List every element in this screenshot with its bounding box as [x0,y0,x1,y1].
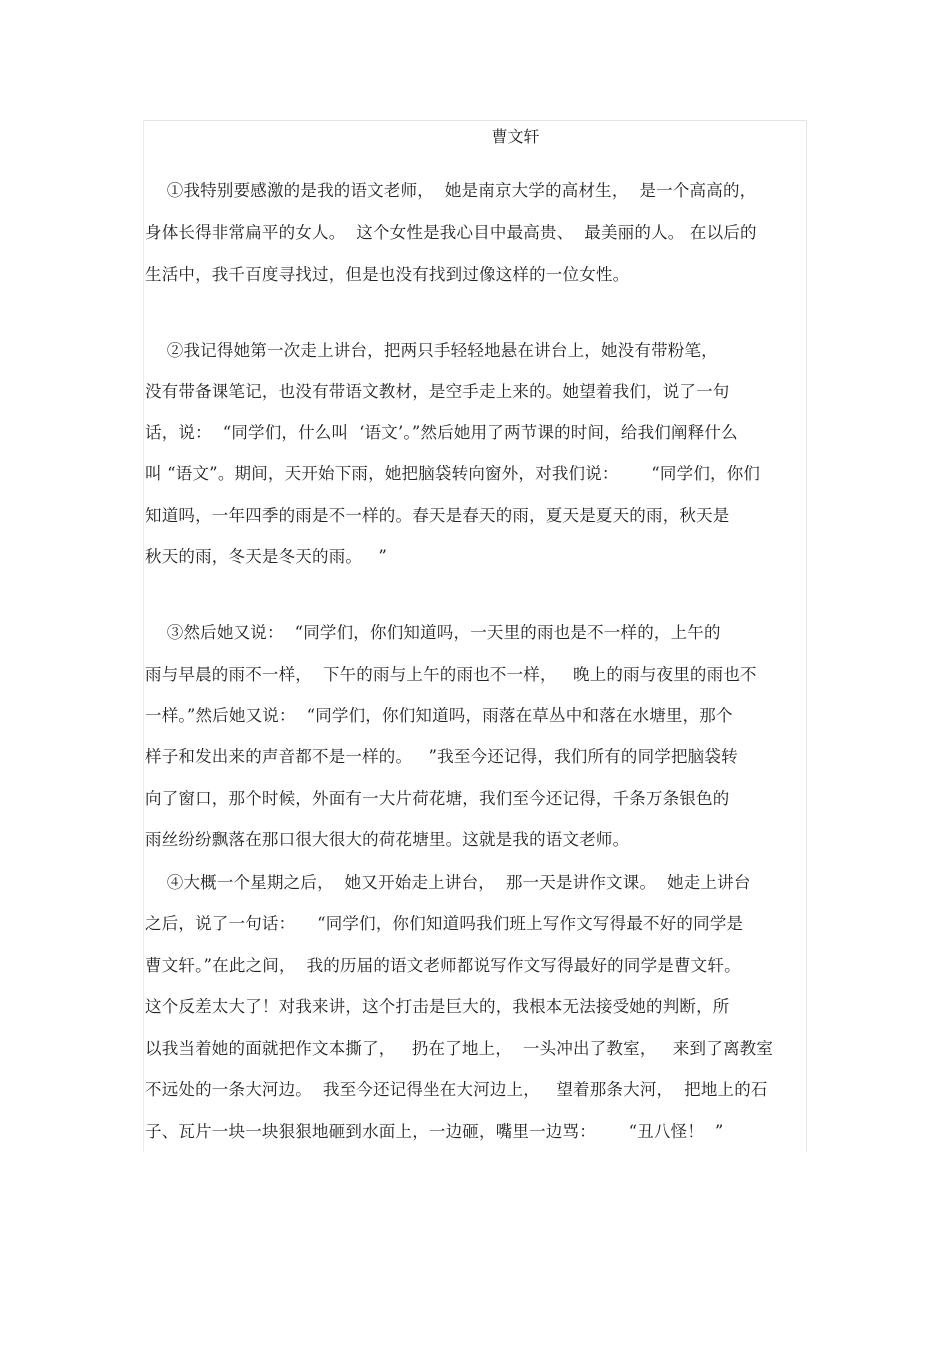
document-title: 曹文轩 [491,127,540,146]
paragraph-line: 雨丝纷纷飘落在那口很大很大的荷花塘里。这就是我的语文老师。 [145,830,630,849]
paragraph-line: ④大概一个星期之后， 她又开始走上讲台， 那一天是讲作文课。 她走上讲台 [145,873,751,892]
paragraph-line: 曹文轩。”在此之间， 我的历届的语文老师都说写作文写得最好的同学是曹文轩。 [145,956,741,975]
paragraph-line: ①我特别要感激的是我的语文老师， 她是南京大学的高材生， 是一个高高的， [145,181,757,200]
paragraph-line: 以我当着她的面就把作文本撕了， 扔在了地上， 一头冲出了教室， 来到了离教室 [145,1039,774,1058]
paragraph-line: 知道吗，一年四季的雨是不一样的。春天是春天的雨，夏天是夏天的雨，秋天是 [145,506,730,525]
paragraph-line: 子、瓦片一块一块狠狠地砸到水面上，一边砸，嘴里一边骂： “丑八怪！ ” [145,1122,724,1141]
paragraph-line: 话，说： “同学们，什么叫 ‘语文’。”然后她用了两节课的时间，给我们阐释什么 [145,423,738,442]
paragraph-line: 身体长得非常扁平的女人。 这个女性是我心目中最高贵、 最美丽的人。 在以后的 [145,223,757,242]
paragraph-line: 生活中，我千百度寻找过，但是也没有找到过像这样的一位女性。 [145,265,630,284]
paragraph-line: 样子和发出来的声音都不是一样的。 ”我至今还记得，我们所有的同学把脑袋转 [145,747,738,766]
paragraph-line: 这个反差太大了！对我来讲，这个打击是巨大的，我根本无法接受她的判断，所 [145,997,730,1016]
paragraph-line: 不远处的一条大河边。 我至今还记得坐在大河边上， 望着那条大河， 把地上的石 [145,1080,768,1099]
paragraph-line: 雨与早晨的雨不一样， 下午的雨与上午的雨也不一样， 晚上的雨与夜里的雨也不 [145,665,757,684]
paragraph-line: 向了窗口，那个时候，外面有一大片荷花塘，我们至今还记得，千条万条银色的 [145,789,730,808]
paragraph-line: 叫 “语文”。期间，天开始下雨，她把脑袋转向窗外，对我们说： “同学们，你们 [145,464,761,483]
paragraph-line: 没有带备课笔记，也没有带语文教材，是空手走上来的。她望着我们，说了一句 [145,382,730,401]
paragraph-line: 一样。”然后她又说： “同学们，你们知道吗，雨落在草丛中和落在水塘里，那个 [145,706,733,725]
paragraph-line: ③然后她又说： “同学们，你们知道吗，一天里的雨也是不一样的，上午的 [145,623,721,642]
paragraph-line: 秋天的雨，冬天是冬天的雨。 ” [145,547,388,566]
paragraph-line: 之后，说了一句话： “同学们，你们知道吗我们班上写作文写得最不好的同学是 [145,914,744,933]
paragraph-line: ②我记得她第一次走上讲台，把两只手轻轻地悬在讲台上，她没有带粉笔， [145,341,718,360]
